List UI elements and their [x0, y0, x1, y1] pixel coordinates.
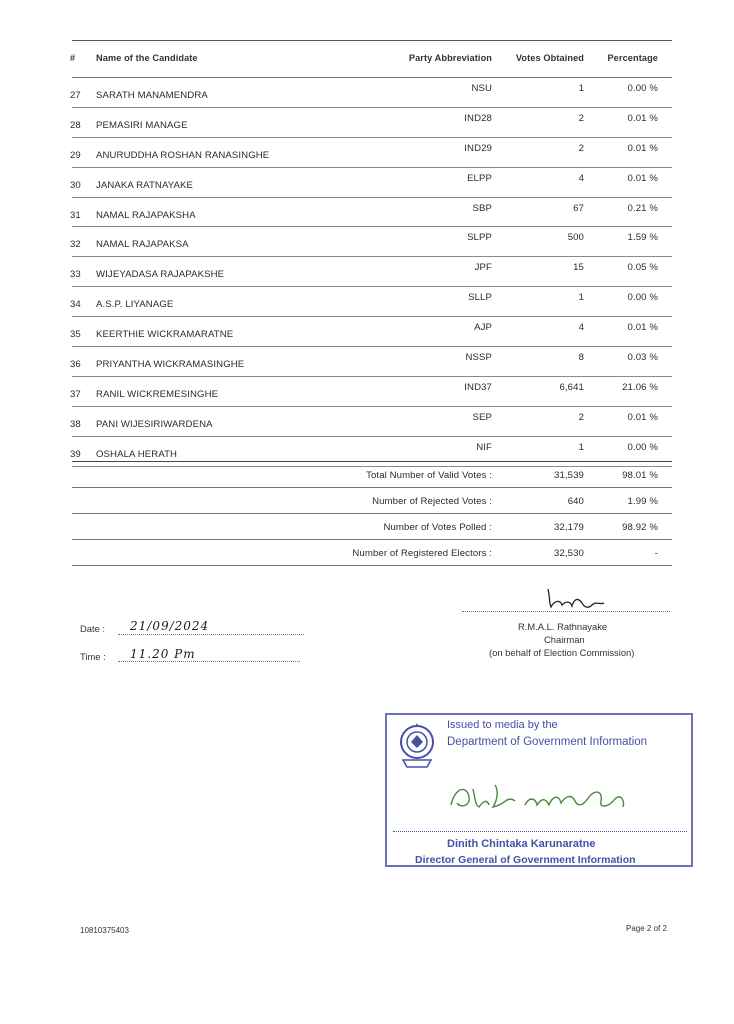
- votes-obtained: 1: [578, 292, 584, 304]
- summary-label: Number of Registered Electors :: [352, 548, 492, 559]
- date-value: 21/09/2024: [130, 619, 210, 633]
- table-row: [72, 377, 672, 407]
- summary-row: [72, 462, 672, 488]
- summary-percentage: 98.01 %: [622, 470, 658, 481]
- time-label: Time :: [80, 651, 106, 662]
- candidate-name: A.S.P. LIYANAGE: [96, 299, 174, 311]
- header-votes: Votes Obtained: [515, 53, 584, 63]
- table-row: [72, 407, 672, 437]
- stamp-line-1: Issued to media by the: [447, 719, 558, 731]
- candidate-number: 27: [70, 90, 81, 101]
- vote-percentage: 0.05 %: [627, 262, 658, 274]
- table-row: [72, 347, 672, 377]
- candidate-name: ANURUDDHA ROSHAN RANASINGHE: [96, 149, 270, 161]
- party-abbreviation: IND28: [464, 112, 492, 124]
- candidate-number: 37: [70, 388, 81, 400]
- signature-dotted-line: [462, 611, 670, 612]
- header-number: #: [70, 53, 76, 63]
- table-body: [72, 78, 672, 467]
- candidate-number: 38: [70, 418, 81, 430]
- candidate-name: PRIYANTHA WICKRAMASINGHE: [96, 359, 245, 371]
- time-dotted-line: [118, 661, 300, 662]
- table-row: [72, 257, 672, 287]
- party-abbreviation: NIF: [476, 441, 492, 453]
- candidate-number: 29: [70, 149, 81, 161]
- table-row: [72, 317, 672, 347]
- results-table: [72, 40, 672, 467]
- candidate-name: SARATH MANAMENDRA: [96, 90, 208, 101]
- candidate-name: KEERTHIE WICKRAMARATNE: [96, 329, 234, 341]
- votes-obtained: 2: [578, 411, 584, 423]
- party-abbreviation: JPF: [474, 262, 492, 274]
- date-dotted-line: [118, 634, 304, 635]
- votes-obtained: 4: [578, 172, 584, 184]
- candidate-name: OSHALA HERATH: [96, 448, 178, 460]
- table-row: [72, 138, 672, 168]
- votes-obtained: 15: [573, 262, 584, 274]
- header-party: Party Abbreviation: [408, 53, 492, 63]
- party-abbreviation: NSSP: [465, 352, 492, 364]
- vote-percentage: 0.01 %: [627, 142, 658, 154]
- summary-table: [72, 461, 672, 566]
- candidate-name: PANI WIJESIRIWARDENA: [96, 418, 213, 430]
- time-value: 11.20 Pm: [130, 647, 196, 661]
- signatory-note: (on behalf of Election Commission): [489, 647, 635, 658]
- candidate-number: 32: [70, 239, 81, 251]
- votes-obtained: 2: [578, 112, 584, 124]
- date-label: Date :: [80, 623, 106, 634]
- votes-obtained: 4: [578, 322, 584, 334]
- summary-row: [72, 488, 672, 514]
- votes-obtained: 6,641: [559, 381, 584, 393]
- votes-obtained: 1: [578, 83, 584, 94]
- director-signature: [445, 775, 645, 821]
- vote-percentage: 0.01 %: [627, 172, 658, 184]
- table-row: [72, 287, 672, 317]
- summary-row: [72, 540, 672, 566]
- vote-percentage: 0.01 %: [627, 411, 658, 423]
- table-row: [72, 227, 672, 257]
- candidate-number: 35: [70, 329, 81, 341]
- party-abbreviation: AJP: [474, 322, 492, 334]
- votes-obtained: 8: [578, 352, 584, 364]
- chairman-signature: [540, 583, 610, 613]
- votes-obtained: 500: [567, 232, 584, 244]
- candidate-number: 39: [70, 448, 81, 460]
- party-abbreviation: NSU: [471, 83, 492, 94]
- stamp-signatory-title: Director General of Government Information: [415, 854, 636, 866]
- vote-percentage: 0.00 %: [627, 292, 658, 304]
- signatory-title: Chairman: [544, 634, 585, 645]
- vote-percentage: 1.59 %: [627, 232, 658, 244]
- vote-percentage: 0.01 %: [627, 112, 658, 124]
- summary-percentage: -: [654, 548, 658, 559]
- summary-votes: 31,539: [554, 470, 584, 481]
- candidate-number: 36: [70, 359, 81, 371]
- government-emblem-icon: [397, 720, 437, 770]
- candidate-number: 31: [70, 209, 81, 221]
- page-number: Page 2 of 2: [626, 924, 667, 933]
- summary-label: Number of Rejected Votes :: [372, 496, 492, 507]
- summary-votes: 640: [567, 496, 584, 507]
- stamp-dotted-line: [393, 831, 687, 832]
- summary-percentage: 1.99 %: [627, 496, 658, 507]
- vote-percentage: 0.03 %: [627, 352, 658, 364]
- votes-obtained: 1: [578, 441, 584, 453]
- vote-percentage: 0.21 %: [627, 202, 658, 214]
- vote-percentage: 0.01 %: [627, 322, 658, 334]
- table-row: [72, 168, 672, 198]
- party-abbreviation: IND37: [464, 381, 492, 393]
- candidate-name: JANAKA RATNAYAKE: [96, 179, 194, 191]
- document-id: 10810375403: [80, 926, 129, 935]
- header-candidate-name: Name of the Candidate: [96, 53, 198, 63]
- party-abbreviation: SLLP: [468, 292, 492, 304]
- party-abbreviation: SLPP: [467, 232, 492, 244]
- stamp-signatory-name: Dinith Chintaka Karunaratne: [447, 838, 596, 850]
- table-row: [72, 108, 672, 138]
- candidate-number: 28: [70, 119, 81, 131]
- votes-obtained: 2: [578, 142, 584, 154]
- summary-votes: 32,530: [554, 548, 584, 559]
- summary-votes: 32,179: [554, 522, 584, 533]
- candidate-name: PEMASIRI MANAGE: [96, 119, 188, 131]
- stamp-line-2: Department of Government Information: [447, 736, 648, 748]
- table-header: [72, 40, 672, 78]
- summary-percentage: 98.92 %: [622, 522, 658, 533]
- table-row: [72, 198, 672, 228]
- party-abbreviation: ELPP: [467, 172, 492, 184]
- summary-row: [72, 514, 672, 540]
- media-stamp: [385, 713, 693, 867]
- party-abbreviation: IND29: [464, 142, 492, 154]
- summary-label: Total Number of Valid Votes :: [366, 470, 492, 481]
- summary-label: Number of Votes Polled :: [383, 522, 492, 533]
- header-percentage: Percentage: [607, 53, 658, 63]
- candidate-name: NAMAL RAJAPAKSHA: [96, 209, 196, 221]
- candidate-number: 34: [70, 299, 81, 311]
- candidate-name: NAMAL RAJAPAKSA: [96, 239, 189, 251]
- table-row: [72, 78, 672, 108]
- candidate-number: 33: [70, 269, 81, 281]
- candidate-name: RANIL WICKREMESINGHE: [96, 388, 219, 400]
- party-abbreviation: SEP: [472, 411, 492, 423]
- votes-obtained: 67: [573, 202, 584, 214]
- candidate-name: WIJEYADASA RAJAPAKSHE: [96, 269, 225, 281]
- vote-percentage: 21.06 %: [622, 381, 658, 393]
- candidate-number: 30: [70, 179, 81, 191]
- vote-percentage: 0.00 %: [627, 441, 658, 453]
- vote-percentage: 0.00 %: [627, 83, 658, 94]
- party-abbreviation: SBP: [472, 202, 492, 214]
- signatory-name: R.M.A.L. Rathnayake: [518, 621, 608, 632]
